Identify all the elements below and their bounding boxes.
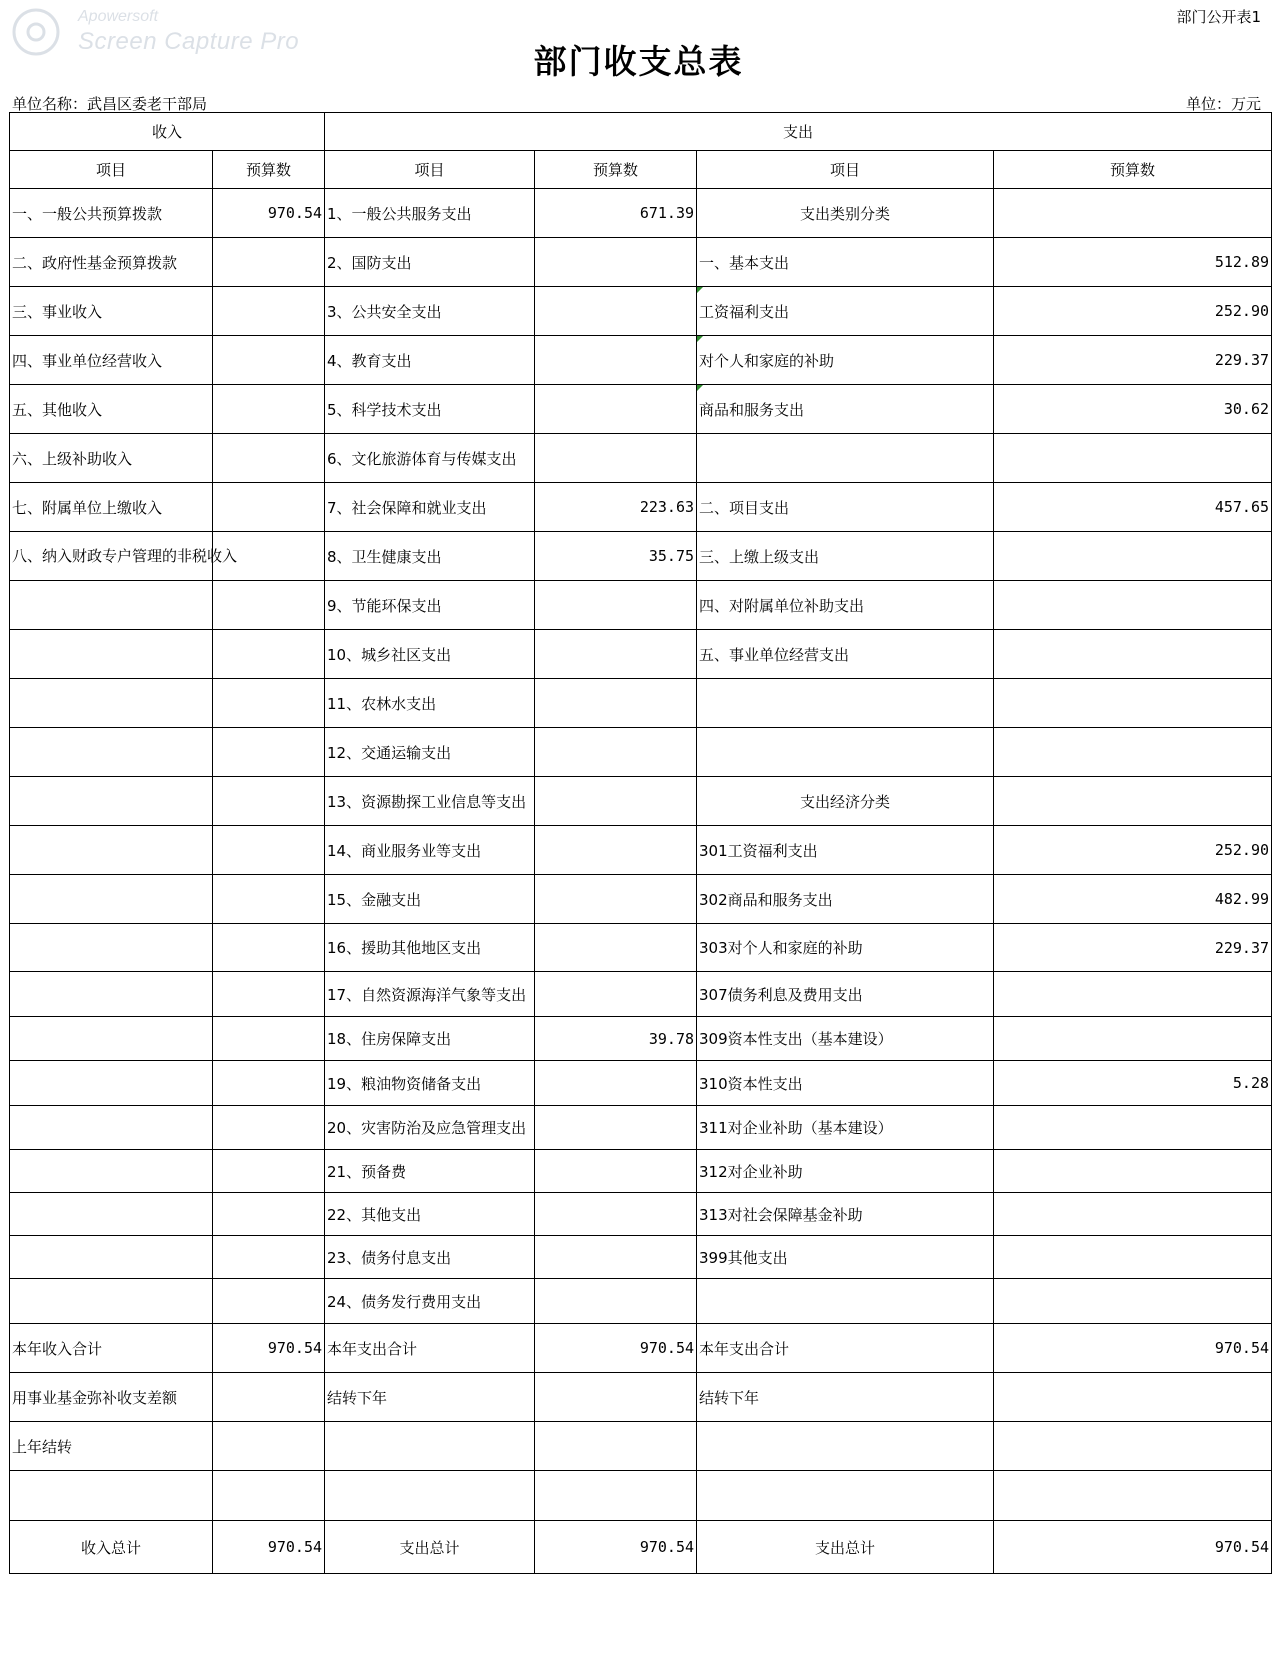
table-row bbox=[10, 1279, 1272, 1324]
expense-function-item-cell: 7、社会保障和就业支出 bbox=[325, 483, 535, 532]
table-row bbox=[10, 1422, 1272, 1471]
income-item-cell: 二、政府性基金预算拨款 bbox=[10, 238, 213, 287]
table-row bbox=[10, 336, 1272, 385]
income-budget-cell: 970.54 bbox=[213, 1521, 325, 1574]
income-item-cell bbox=[10, 581, 213, 630]
expense-function-item-cell: 19、粮油物资储备支出 bbox=[325, 1061, 535, 1106]
expense-header: 支出 bbox=[325, 113, 1272, 151]
expense-function-budget-cell bbox=[535, 581, 697, 630]
expense-function-budget-cell bbox=[535, 972, 697, 1017]
income-item-header: 项目 bbox=[10, 151, 213, 189]
income-item-cell: 收入总计 bbox=[10, 1521, 213, 1574]
expense-function-budget-cell bbox=[535, 1236, 697, 1279]
expense-class-item-cell: 309资本性支出（基本建设） bbox=[697, 1017, 994, 1061]
expense-function-item-cell: 23、债务付息支出 bbox=[325, 1236, 535, 1279]
expense-class-budget-cell bbox=[994, 581, 1272, 630]
expense-class-budget-cell: 229.37 bbox=[994, 336, 1272, 385]
income-item-cell bbox=[10, 1471, 213, 1521]
expense-class-budget-cell bbox=[994, 972, 1272, 1017]
expense-class-item-cell: 310资本性支出 bbox=[697, 1061, 994, 1106]
expense-class-budget-cell bbox=[994, 532, 1272, 581]
income-budget-cell bbox=[213, 385, 325, 434]
expense-class-budget-cell bbox=[994, 1373, 1272, 1422]
expense-function-budget-cell: 970.54 bbox=[535, 1324, 697, 1373]
income-budget-cell bbox=[213, 1236, 325, 1279]
table-row bbox=[10, 875, 1272, 924]
income-item-cell bbox=[10, 1193, 213, 1236]
income-item-cell bbox=[10, 1150, 213, 1193]
income-item-cell bbox=[10, 1106, 213, 1150]
table-row bbox=[10, 1521, 1272, 1574]
income-item-cell bbox=[10, 728, 213, 777]
table-row bbox=[10, 483, 1272, 532]
expense-function-item-cell: 14、商业服务业等支出 bbox=[325, 826, 535, 875]
income-budget-cell bbox=[213, 875, 325, 924]
expense-function-budget-cell bbox=[535, 434, 697, 483]
expense-function-budget-cell bbox=[535, 1150, 697, 1193]
income-item-cell bbox=[10, 1017, 213, 1061]
expense-function-budget-cell bbox=[535, 1106, 697, 1150]
expense-function-budget-cell: 970.54 bbox=[535, 1521, 697, 1574]
expense-function-item-cell: 11、农林水支出 bbox=[325, 679, 535, 728]
expense-function-item-cell: 本年支出合计 bbox=[325, 1324, 535, 1373]
income-budget-cell bbox=[213, 336, 325, 385]
expense-function-item-cell bbox=[325, 1471, 535, 1521]
expense-function-budget-cell bbox=[535, 1373, 697, 1422]
expense-function-item-cell: 22、其他支出 bbox=[325, 1193, 535, 1236]
income-item-cell bbox=[10, 875, 213, 924]
expense-function-item-header: 项目 bbox=[325, 151, 535, 189]
income-item-cell: 五、其他收入 bbox=[10, 385, 213, 434]
expense-class-item-cell: 312对企业补助 bbox=[697, 1150, 994, 1193]
income-item-cell: 七、附属单位上缴收入 bbox=[10, 483, 213, 532]
table-row bbox=[10, 1150, 1272, 1193]
expense-class-item-cell: 311对企业补助（基本建设） bbox=[697, 1106, 994, 1150]
expense-class-budget-cell bbox=[994, 1471, 1272, 1521]
expense-class-item-header: 项目 bbox=[697, 151, 994, 189]
expense-class-item-cell: 商品和服务支出 bbox=[697, 385, 994, 434]
page-title: 部门收支总表 bbox=[533, 42, 744, 81]
expense-class-budget-cell bbox=[994, 679, 1272, 728]
income-budget-cell bbox=[213, 777, 325, 826]
income-item-cell bbox=[10, 1236, 213, 1279]
watermark-line1: Apowersoft bbox=[78, 8, 159, 25]
expense-class-item-cell: 本年支出合计 bbox=[697, 1324, 994, 1373]
table-row bbox=[10, 581, 1272, 630]
expense-class-budget-cell: 970.54 bbox=[994, 1521, 1272, 1574]
expense-class-item-cell bbox=[697, 1279, 994, 1324]
income-item-cell bbox=[10, 826, 213, 875]
form-code-label: 部门公开表1 bbox=[1176, 8, 1261, 26]
income-budget-cell: 970.54 bbox=[213, 1324, 325, 1373]
expense-class-item-cell: 工资福利支出 bbox=[697, 287, 994, 336]
table-row bbox=[10, 826, 1272, 875]
expense-function-item-cell: 12、交通运输支出 bbox=[325, 728, 535, 777]
expense-class-item-cell: 支出类别分类 bbox=[697, 189, 994, 238]
income-budget-cell bbox=[213, 581, 325, 630]
expense-class-item-cell: 对个人和家庭的补助 bbox=[697, 336, 994, 385]
expense-function-budget-cell: 671.39 bbox=[535, 189, 697, 238]
income-budget-cell bbox=[213, 1422, 325, 1471]
expense-function-budget-cell bbox=[535, 1422, 697, 1471]
income-header: 收入 bbox=[10, 113, 325, 151]
income-item-cell bbox=[10, 924, 213, 972]
expense-class-budget-cell: 252.90 bbox=[994, 826, 1272, 875]
expense-function-item-cell: 结转下年 bbox=[325, 1373, 535, 1422]
table-row bbox=[10, 189, 1272, 238]
expense-class-budget-cell bbox=[994, 1106, 1272, 1150]
income-item-cell bbox=[10, 972, 213, 1017]
expense-function-budget-cell bbox=[535, 826, 697, 875]
header-row-groups bbox=[10, 113, 1272, 151]
expense-function-item-cell: 10、城乡社区支出 bbox=[325, 630, 535, 679]
expense-class-budget-cell bbox=[994, 1236, 1272, 1279]
table-row bbox=[10, 777, 1272, 826]
expense-function-item-cell: 3、公共安全支出 bbox=[325, 287, 535, 336]
income-budget-cell bbox=[213, 1150, 325, 1193]
income-budget-cell bbox=[213, 1279, 325, 1324]
income-item-cell: 本年收入合计 bbox=[10, 1324, 213, 1373]
expense-function-item-cell: 4、教育支出 bbox=[325, 336, 535, 385]
expense-function-item-cell: 20、灾害防治及应急管理支出 bbox=[325, 1106, 535, 1150]
expense-function-item-cell: 5、科学技术支出 bbox=[325, 385, 535, 434]
expense-function-item-cell: 15、金融支出 bbox=[325, 875, 535, 924]
income-budget-cell bbox=[213, 238, 325, 287]
income-item-cell bbox=[10, 679, 213, 728]
expense-class-item-cell bbox=[697, 1471, 994, 1521]
income-budget-cell bbox=[213, 728, 325, 777]
expense-function-item-cell: 13、资源勘探工业信息等支出 bbox=[325, 777, 535, 826]
expense-class-budget-cell bbox=[994, 189, 1272, 238]
expense-class-item-cell: 一、基本支出 bbox=[697, 238, 994, 287]
expense-function-item-cell: 21、预备费 bbox=[325, 1150, 535, 1193]
expense-function-budget-cell bbox=[535, 1193, 697, 1236]
income-item-cell bbox=[10, 1279, 213, 1324]
table-row bbox=[10, 1373, 1272, 1422]
income-item-cell bbox=[10, 777, 213, 826]
expense-function-item-cell: 1、一般公共服务支出 bbox=[325, 189, 535, 238]
expense-class-item-cell: 302商品和服务支出 bbox=[697, 875, 994, 924]
income-item-cell bbox=[10, 630, 213, 679]
expense-class-item-cell: 二、项目支出 bbox=[697, 483, 994, 532]
expense-class-item-cell: 303对个人和家庭的补助 bbox=[697, 924, 994, 972]
expense-function-item-cell: 支出总计 bbox=[325, 1521, 535, 1574]
table-row bbox=[10, 1324, 1272, 1373]
expense-class-item-cell: 301工资福利支出 bbox=[697, 826, 994, 875]
expense-function-budget-cell bbox=[535, 238, 697, 287]
header-row-columns bbox=[10, 151, 1272, 189]
unit-name-label: 单位名称：武昌区委老干部局 bbox=[12, 95, 208, 113]
expense-class-budget-cell bbox=[994, 630, 1272, 679]
table-row bbox=[10, 924, 1272, 972]
expense-function-item-cell: 24、债务发行费用支出 bbox=[325, 1279, 535, 1324]
expense-class-item-cell: 支出总计 bbox=[697, 1521, 994, 1574]
expense-class-budget-cell: 457.65 bbox=[994, 483, 1272, 532]
income-budget-cell bbox=[213, 287, 325, 336]
table-row bbox=[10, 1106, 1272, 1150]
expense-class-item-cell: 四、对附属单位补助支出 bbox=[697, 581, 994, 630]
income-budget-cell bbox=[213, 630, 325, 679]
expense-class-budget-cell bbox=[994, 1422, 1272, 1471]
expense-class-budget-cell bbox=[994, 1017, 1272, 1061]
expense-class-budget-cell bbox=[994, 1150, 1272, 1193]
expense-class-item-cell bbox=[697, 434, 994, 483]
table-row bbox=[10, 1193, 1272, 1236]
expense-class-budget-cell bbox=[994, 1193, 1272, 1236]
table-row bbox=[10, 1471, 1272, 1521]
expense-function-item-cell: 2、国防支出 bbox=[325, 238, 535, 287]
expense-function-budget-cell bbox=[535, 1279, 697, 1324]
expense-function-budget-cell bbox=[535, 630, 697, 679]
expense-function-budget-cell bbox=[535, 875, 697, 924]
expense-class-budget-cell bbox=[994, 777, 1272, 826]
expense-class-budget-cell bbox=[994, 434, 1272, 483]
table-row bbox=[10, 238, 1272, 287]
expense-class-item-cell bbox=[697, 728, 994, 777]
expense-function-budget-cell: 39.78 bbox=[535, 1017, 697, 1061]
income-budget-cell bbox=[213, 1061, 325, 1106]
income-budget-cell bbox=[213, 972, 325, 1017]
income-budget-header: 预算数 bbox=[213, 151, 325, 189]
expense-class-item-cell bbox=[697, 679, 994, 728]
income-item-cell: 上年结转 bbox=[10, 1422, 213, 1471]
expense-function-budget-cell bbox=[535, 679, 697, 728]
table-row bbox=[10, 532, 1272, 581]
expense-class-item-cell: 结转下年 bbox=[697, 1373, 994, 1422]
expense-class-item-cell: 307债务利息及费用支出 bbox=[697, 972, 994, 1017]
expense-class-item-cell: 支出经济分类 bbox=[697, 777, 994, 826]
expense-function-item-cell: 18、住房保障支出 bbox=[325, 1017, 535, 1061]
income-item-cell: 八、纳入财政专户管理的非税收入 bbox=[10, 532, 213, 581]
expense-function-item-cell: 6、文化旅游体育与传媒支出 bbox=[325, 434, 535, 483]
table-row bbox=[10, 385, 1272, 434]
table-row bbox=[10, 287, 1272, 336]
table-row bbox=[10, 434, 1272, 483]
income-budget-cell bbox=[213, 826, 325, 875]
expense-function-budget-cell bbox=[535, 728, 697, 777]
expense-class-item-cell: 313对社会保障基金补助 bbox=[697, 1193, 994, 1236]
expense-class-item-cell bbox=[697, 1422, 994, 1471]
income-budget-cell: 970.54 bbox=[213, 189, 325, 238]
watermark-line2: Screen Capture Pro bbox=[78, 28, 300, 55]
expense-class-budget-cell bbox=[994, 1279, 1272, 1324]
income-item-cell: 用事业基金弥补收支差额 bbox=[10, 1373, 213, 1422]
expense-function-budget-header: 预算数 bbox=[535, 151, 697, 189]
income-budget-cell bbox=[213, 483, 325, 532]
table-row bbox=[10, 679, 1272, 728]
expense-class-budget-cell: 970.54 bbox=[994, 1324, 1272, 1373]
income-budget-cell bbox=[213, 679, 325, 728]
income-budget-cell bbox=[213, 1193, 325, 1236]
income-item-cell: 一、一般公共预算拨款 bbox=[10, 189, 213, 238]
income-item-cell bbox=[10, 1061, 213, 1106]
expense-class-budget-cell: 252.90 bbox=[994, 287, 1272, 336]
expense-class-budget-cell: 482.99 bbox=[994, 875, 1272, 924]
expense-function-budget-cell: 223.63 bbox=[535, 483, 697, 532]
expense-function-item-cell: 8、卫生健康支出 bbox=[325, 532, 535, 581]
income-item-cell: 四、事业单位经营收入 bbox=[10, 336, 213, 385]
income-item-cell: 三、事业收入 bbox=[10, 287, 213, 336]
income-budget-cell bbox=[213, 924, 325, 972]
expense-class-budget-cell: 30.62 bbox=[994, 385, 1272, 434]
expense-function-budget-cell bbox=[535, 287, 697, 336]
expense-function-budget-cell: 35.75 bbox=[535, 532, 697, 581]
expense-class-budget-header: 预算数 bbox=[994, 151, 1272, 189]
expense-function-budget-cell bbox=[535, 385, 697, 434]
expense-function-item-cell: 9、节能环保支出 bbox=[325, 581, 535, 630]
expense-class-budget-cell bbox=[994, 728, 1272, 777]
expense-class-item-cell: 三、上缴上级支出 bbox=[697, 532, 994, 581]
expense-function-budget-cell bbox=[535, 336, 697, 385]
expense-class-budget-cell: 229.37 bbox=[994, 924, 1272, 972]
expense-function-budget-cell bbox=[535, 1061, 697, 1106]
table-row bbox=[10, 728, 1272, 777]
expense-function-item-cell bbox=[325, 1422, 535, 1471]
expense-class-budget-cell: 5.28 bbox=[994, 1061, 1272, 1106]
income-budget-cell bbox=[213, 1017, 325, 1061]
table-row bbox=[10, 1017, 1272, 1061]
expense-function-budget-cell bbox=[535, 777, 697, 826]
currency-unit-label: 单位：万元 bbox=[1185, 95, 1261, 113]
expense-function-budget-cell bbox=[535, 1471, 697, 1521]
table-row bbox=[10, 1236, 1272, 1279]
income-budget-cell bbox=[213, 1373, 325, 1422]
expense-function-item-cell: 16、援助其他地区支出 bbox=[325, 924, 535, 972]
income-budget-cell bbox=[213, 1106, 325, 1150]
table-row bbox=[10, 630, 1272, 679]
expense-function-budget-cell bbox=[535, 924, 697, 972]
expense-class-item-cell: 399其他支出 bbox=[697, 1236, 994, 1279]
budget-table bbox=[9, 112, 1272, 1574]
income-item-cell: 六、上级补助收入 bbox=[10, 434, 213, 483]
income-budget-cell bbox=[213, 434, 325, 483]
expense-function-item-cell: 17、自然资源海洋气象等支出 bbox=[325, 972, 535, 1017]
income-budget-cell bbox=[213, 1471, 325, 1521]
table-row bbox=[10, 1061, 1272, 1106]
expense-class-item-cell: 五、事业单位经营支出 bbox=[697, 630, 994, 679]
table-row bbox=[10, 972, 1272, 1017]
expense-class-budget-cell: 512.89 bbox=[994, 238, 1272, 287]
